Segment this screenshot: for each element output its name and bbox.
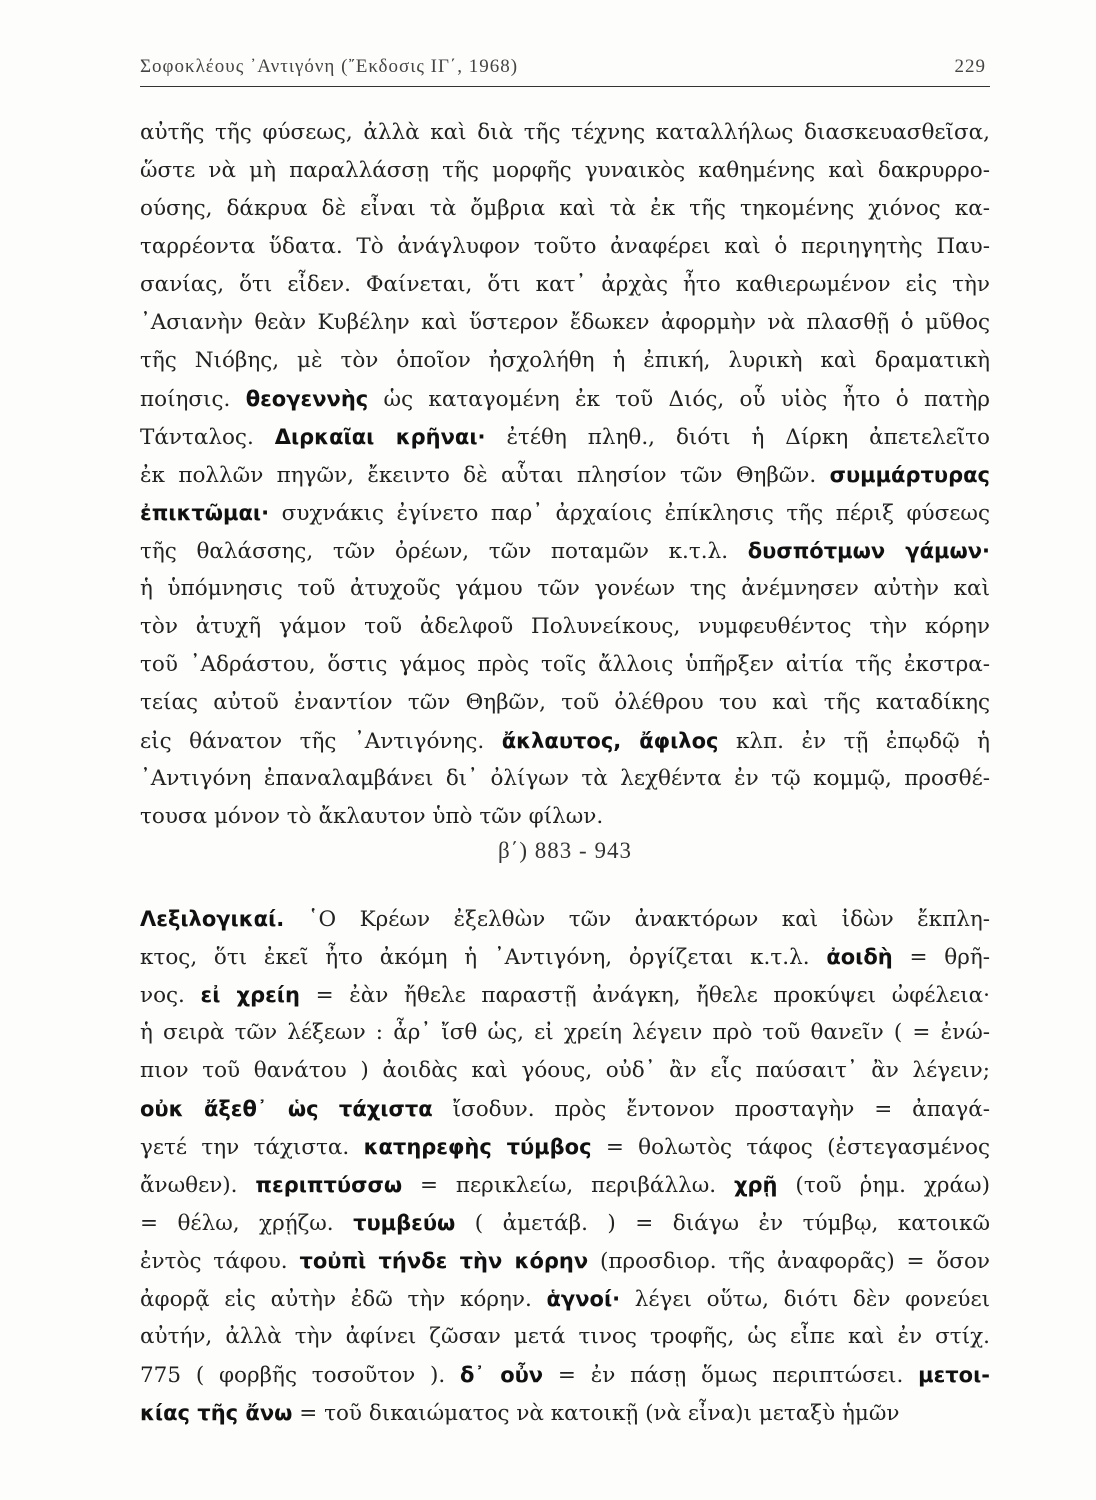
page-number: 229 [954, 56, 986, 77]
text-run: ούσης, δάκρυα δὲ εἶναι τὰ ὄμβρια καὶ τὰ ἐκ τῆς τηκομένης χιόνος κα- [140, 196, 990, 221]
text-line [140, 570, 990, 608]
text-run: σανίας, ὅτι εἶδεν. Φαίνεται, ὅτι κατ᾽ ἀρχὰς ἦτο καθιερωμένον εἰς τὴν [140, 272, 990, 297]
lemma-term: ἐπικτῶμαι· [140, 501, 270, 525]
text-run: κλπ. ἐν τῇ ἐπῳδῷ ἡ [718, 729, 990, 754]
text-line [140, 1166, 990, 1204]
text-run: ἡ ὑπόμνησις τοῦ ἀτυχοῦς γάμου τῶν γονέων της ἀνέμνησεν αὐτὴν καὶ [140, 576, 990, 601]
text-line [140, 608, 990, 646]
lemma-term: τοὐπὶ τήνδε τὴν κόρην [299, 1249, 589, 1273]
text-line [140, 976, 990, 1014]
lemma-term: Λεξιλογικαί. [140, 907, 285, 931]
text-line [140, 114, 990, 152]
lemma-term: χρῇ [733, 1173, 778, 1197]
lemma-term: περιπτύσσω [255, 1173, 403, 1197]
text-line [140, 900, 990, 938]
text-line [140, 152, 990, 190]
text-run: ποίησις. [140, 387, 246, 412]
text-line [140, 304, 990, 342]
text-run: Τάνταλος. [140, 425, 275, 450]
text-run: ἴσοδυν. πρὸς ἔντονον προσταγὴν = ἀπαγά- [432, 1097, 990, 1122]
lemma-term: δυσπότμων γάμων· [747, 539, 990, 563]
text-run: ᾽Ασιανὴν θεὰν Κυβέλην καὶ ὕστερον ἔδωκεν ἀφορμὴν νὰ πλασθῇ ὁ μῦθος [140, 310, 990, 335]
text-line [140, 228, 990, 266]
text-run: = θολωτὸς τάφος (ἐστεγασμένος [591, 1135, 990, 1160]
text-run: τῆς Νιόβης, μὲ τὸν ὁποῖον ἠσχολήθη ἡ ἐπική, λυρικὴ καὶ δραματικὴ [140, 348, 990, 373]
text-run: ( ἀμετάβ. ) = διάγω ἐν τύμβῳ, κατοικῶ [455, 1211, 990, 1236]
text-line [140, 1356, 990, 1394]
text-run: λέγει οὕτω, διότι δὲν φονεύει [620, 1287, 990, 1312]
commentary-paragraph-1 [140, 114, 990, 836]
text-line [140, 722, 990, 760]
lemma-term: εἰ χρείη [200, 983, 300, 1007]
lemma-term: κατηρεφὴς τύμβος [363, 1135, 592, 1159]
text-line [140, 760, 990, 798]
running-header [140, 52, 990, 87]
text-line [140, 798, 990, 836]
lemma-term: Διρκαῖαι κρῆναι· [274, 425, 486, 449]
lemma-term: ἀοιδὴ [826, 945, 893, 969]
text-line [140, 646, 990, 684]
text-line [140, 684, 990, 722]
text-run: = θέλω, χρῄζω. [140, 1211, 354, 1236]
text-run: ὥστε νὰ μὴ παραλλάσσῃ τῆς μορφῆς γυναικὸς καθημένης καὶ δακρυρρο- [140, 158, 990, 183]
text-line [140, 1090, 990, 1128]
lemma-term: κίας τῆς ἄνω [140, 1401, 293, 1425]
text-line [140, 190, 990, 228]
text-line [140, 418, 990, 456]
text-run: τουσα μόνον τὸ ἄκλαυτον ὑπὸ τῶν φίλων. [140, 804, 604, 829]
lemma-term: οὐκ ἄξεθ᾽ ὡς τάχιστα [140, 1097, 433, 1121]
lemma-term: συμμάρτυρας [829, 463, 990, 487]
text-run: ᾽Αντιγόνη ἐπαναλαμβάνει δι᾽ ὀλίγων τὰ λεχθέντα ἐν τῷ κομμῷ, προσθέ- [140, 766, 990, 791]
text-run: ῾Ο Κρέων ἐξελθὼν τῶν ἀνακτόρων καὶ ἰδὼν ἔκπλη- [284, 907, 990, 932]
text-line [140, 456, 990, 494]
lemma-term: μετοι- [918, 1363, 990, 1387]
text-run: = ἐὰν ἤθελε παραστῇ ἀνάγκη, ἤθελε προκύψει ὠφέλεια· [299, 983, 990, 1008]
text-line [140, 1242, 990, 1280]
text-run: ὡς καταγομένη ἐκ τοῦ Διός, οὗ υἱὸς ἦτο ὁ πατὴρ [368, 387, 990, 412]
text-run: γετέ την τάχιστα. [140, 1135, 364, 1160]
text-line [140, 1014, 990, 1052]
text-run: ἀφορᾷ εἰς αὐτὴν ἐδῶ τὴν κόρην. [140, 1287, 547, 1312]
text-run: τῆς θαλάσσης, τῶν ὀρέων, τῶν ποταμῶν κ.τ.λ. [140, 539, 748, 564]
text-run: ἐντὸς τάφου. [140, 1249, 300, 1274]
lemma-term: ἄκλαυτος, ἄφιλος [501, 729, 719, 753]
text-run: ἐκ πολλῶν πηγῶν, ἔκειντο δὲ αὗται πλησίον τῶν Θηβῶν. [140, 463, 830, 488]
text-run: = ἐν πάσῃ ὅμως περιπτώσει. [543, 1363, 919, 1388]
section-heading: β΄) 883 - 943 [498, 838, 632, 863]
text-run: (προσδιορ. τῆς ἀναφορᾶς) = ὅσον [588, 1249, 990, 1274]
text-line [140, 1052, 990, 1090]
text-line [140, 1318, 990, 1356]
text-run: ἄνωθεν). [140, 1173, 256, 1198]
text-line [140, 494, 990, 532]
text-run: ἐτέθη πληθ., διότι ἡ Δίρκη ἀπετελεῖτο [485, 425, 990, 450]
text-run: τὸν ἀτυχῆ γάμον τοῦ ἀδελφοῦ Πολυνείκους, νυμφευθέντος τὴν κόρην [140, 614, 990, 639]
text-run: κτος, ὅτι ἐκεῖ ἦτο ἀκόμη ἡ ᾽Αντιγόνη, ὀργίζεται κ.τ.λ. [140, 945, 827, 970]
commentary-paragraph-2 [140, 900, 990, 1432]
text-run: νος. [140, 983, 201, 1008]
text-line [140, 1204, 990, 1242]
text-run: αὐτῆς τῆς φύσεως, ἀλλὰ καὶ διὰ τῆς τέχνης καταλλήλως διασκευασθεῖσα, [140, 120, 990, 145]
lemma-term: τυμβεύω [353, 1211, 456, 1235]
text-run: εἰς θάνατον τῆς ᾽Αντιγόνης. [140, 729, 502, 754]
text-run: = τοῦ δικαιώματος νὰ κατοικῇ (νὰ εἶνα)ι μεταξὺ ἡμῶν [292, 1401, 900, 1426]
text-run: ἡ σειρὰ τῶν λέξεων : ἆρ᾽ ἴσθ ὡς, εἰ χρείη λέγειν πρὸ τοῦ θανεῖν ( = ἐνώ- [140, 1020, 990, 1045]
text-line [140, 266, 990, 304]
text-run: (τοῦ ῥημ. χράω) [777, 1173, 990, 1198]
text-run: = θρῆ- [892, 945, 990, 970]
text-line [140, 938, 990, 976]
text-run: αὐτήν, ἀλλὰ τὴν ἀφίνει ζῶσαν μετά τινος τροφῆς, ὡς εἶπε καὶ ἐν στίχ. [140, 1324, 990, 1349]
text-run: πιον τοῦ θανάτου ) ἀοιδὰς καὶ γόους, οὐδ᾽ ἂν εἷς παύσαιτ᾽ ἂν λέγειν; [140, 1058, 990, 1083]
text-line [140, 1280, 990, 1318]
running-title: Σοφοκλέους ᾽Αντιγόνη (῎Εκδοσις ΙΓ΄, 1968) [140, 56, 519, 77]
lemma-term: θεογεννὴς [245, 387, 369, 411]
lemma-term: ἁγνοί· [546, 1287, 621, 1311]
text-run: 775 ( φορβῆς τοσοῦτον ). [140, 1363, 460, 1388]
text-line [140, 342, 990, 380]
text-line [140, 532, 990, 570]
text-line [140, 380, 990, 418]
text-line [140, 1394, 990, 1432]
text-run: τοῦ ᾽Αδράστου, ὅστις γάμος πρὸς τοῖς ἄλλοις ὑπῆρξεν αἰτία τῆς ἐκστρα- [140, 652, 990, 677]
lemma-term: δ᾽ οὖν [460, 1363, 544, 1387]
text-run: ταρρέοντα ὕδατα. Τὸ ἀνάγλυφον τοῦτο ἀναφέρει καὶ ὁ περιηγητὴς Παυ- [140, 234, 990, 259]
text-run: συχνάκις ἐγίνετο παρ᾽ ἀρχαίοις ἐπίκλησις τῆς πέριξ φύσεως [269, 501, 990, 526]
text-run: τείας αὐτοῦ ἐναντίον τῶν Θηβῶν, τοῦ ὀλέθρου του καὶ τῆς καταδίκης [140, 690, 990, 715]
text-line [140, 1128, 990, 1166]
text-run: = περικλείω, περιβάλλω. [402, 1173, 734, 1198]
